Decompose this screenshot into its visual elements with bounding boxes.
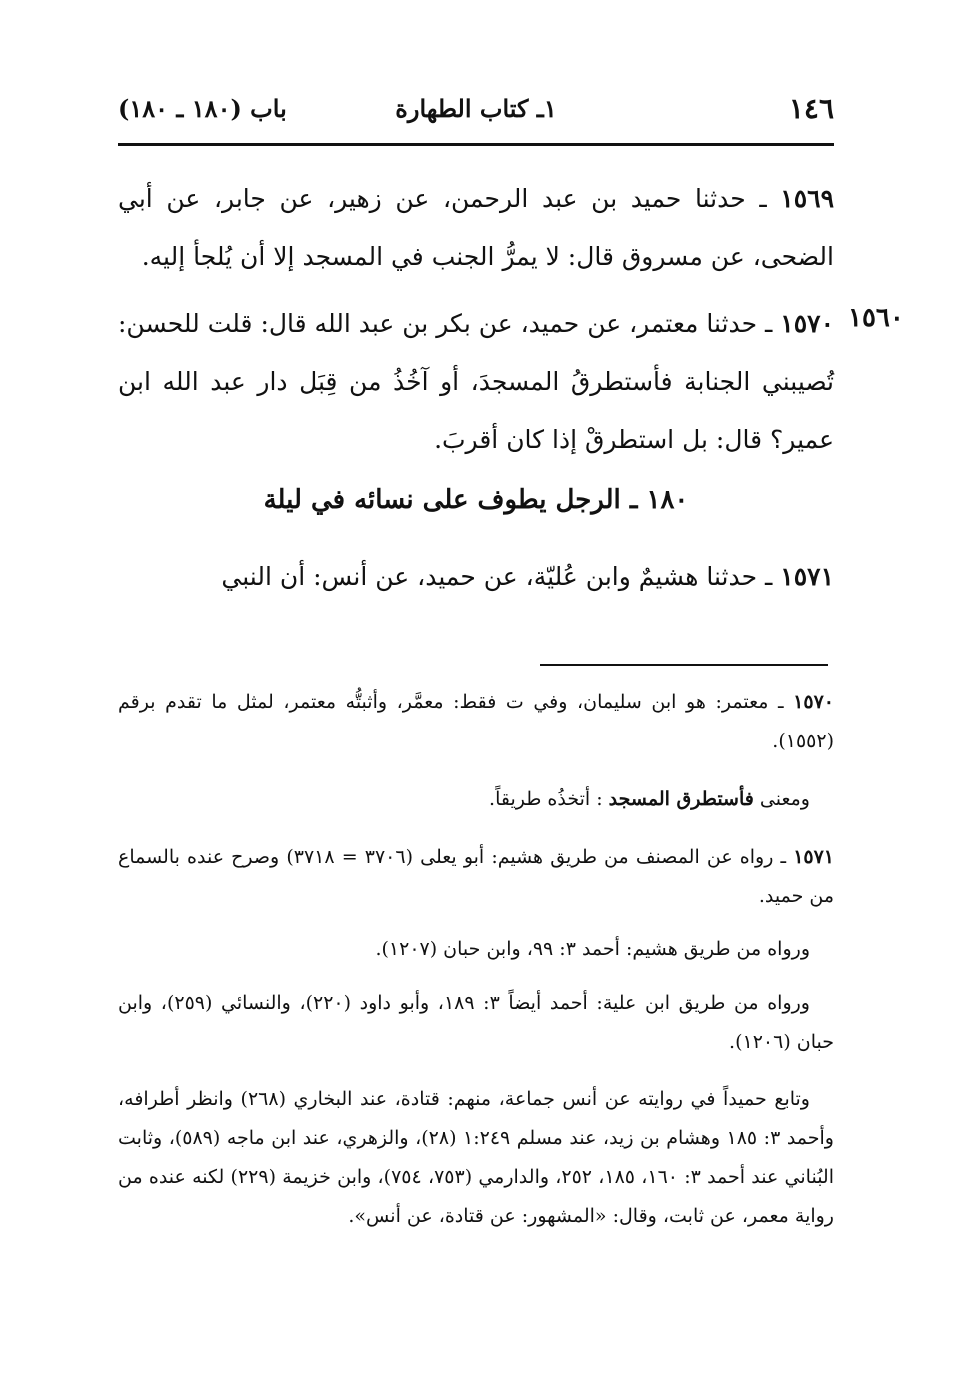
footnote-1571 — [118, 838, 834, 916]
meaning-lead: ومعنى — [753, 788, 810, 810]
chapter-heading: ١٨٠ ـ الرجل يطوف على نسائه في ليلة — [263, 485, 689, 515]
running-header — [118, 92, 834, 132]
page-number: ١٤٦ — [788, 92, 834, 125]
hadith-1571 — [118, 548, 834, 606]
footnote-followers — [118, 1080, 834, 1236]
footnote-text: ـ معتمر: هو ابن سليمان، وفي ت فقط: معمَّر، وأثبتُّه معتمر، لمثل ما تقدم برقم (١٥٥٢). — [118, 691, 834, 752]
hadith-number: ١٥٧٠ — [780, 309, 834, 338]
footnote-hushaym — [118, 930, 834, 969]
footnote-ibn-ulayya — [118, 984, 834, 1062]
footnote-1570 — [118, 683, 834, 761]
footnote-number: ١٥٧٠ — [793, 691, 834, 713]
footnote-text: وتابع حميداً في روايته عن أنس جماعة، منهم: قتادة، عند البخاري (٢٦٨) وانظر أطرافه، وأحمد ٣: ١٨٥ وهشام بن زيد، عند مسلم ١:٢٤٩ (٢٨)، والزهري، عند ابن ماجه (٥٨٩)، وثابت البُناني عند أحمد ٣: ١٦٠، ١٨٥، ٢٥٢، والدارمي (٧٥٣، ٧٥٤)، وابن خزيمة (٢٢٩) لكنه عنده من رواية معمر، عن ثابت، وقال: «المشهور: عن قتادة، عن أنس». — [118, 1088, 834, 1227]
chapter-range: باب (١٨٠ ـ ١٨٠) — [118, 94, 287, 123]
hadith-number: ١٥٧١ — [780, 562, 834, 591]
book-title: ١ـ كتاب الطهارة — [395, 94, 557, 123]
footnote-text: ـ رواه عن المصنف من طريق هشيم: أبو يعلى (٣٧٠٦ = ٣٧١٨) وصرح عنده بالسماع من حميد. — [118, 846, 834, 907]
footnote-text: ورواه من طريق ابن علية: أحمد أيضاً ٣: ١٨٩، وأبو داود (٢٢٠)، والنسائي (٢٥٩)، وابن حبان (١٢٠٦). — [118, 992, 834, 1053]
margin-number: ١٥٦٠ — [848, 303, 904, 333]
footnote-rule — [540, 664, 828, 666]
hadith-1570 — [118, 295, 834, 469]
hadith-text: ـ حدثنا حميد بن عبد الرحمن، عن زهير، عن جابر، عن أبي الضحى، عن مسروق قال: لا يمرُّ الجنب في المسجد إلا أن يُلجأ إليه. — [118, 184, 834, 271]
hadith-1569 — [118, 170, 834, 286]
meaning-rest: : أتخذُه طريقاً. — [489, 788, 609, 810]
hadith-text: ـ حدثنا معتمر، عن حميد، عن بكر بن عبد الله قال: قلت للحسن: تُصيبني الجنابة فأستطرقُ المسجدَ، أو آخُذُ من قِبَل دار عبد الله ابن عمير؟ قال: بل استطرقْ إذا كان أقربَ. — [118, 309, 834, 454]
meaning-term: فأستطرق المسجد — [608, 788, 754, 810]
hadith-text: ـ حدثنا هشيمٌ وابن عُليّة، عن حميد، عن أنس: أن النبي — [221, 562, 781, 591]
header-rule — [118, 143, 834, 146]
footnote-number: ١٥٧١ — [793, 846, 835, 868]
footnote-meaning — [118, 780, 834, 819]
hadith-number: ١٥٦٩ — [780, 184, 834, 213]
footnote-text: ورواه من طريق هشيم: أحمد ٣: ٩٩، وابن حبان (١٢٠٧). — [375, 938, 810, 960]
